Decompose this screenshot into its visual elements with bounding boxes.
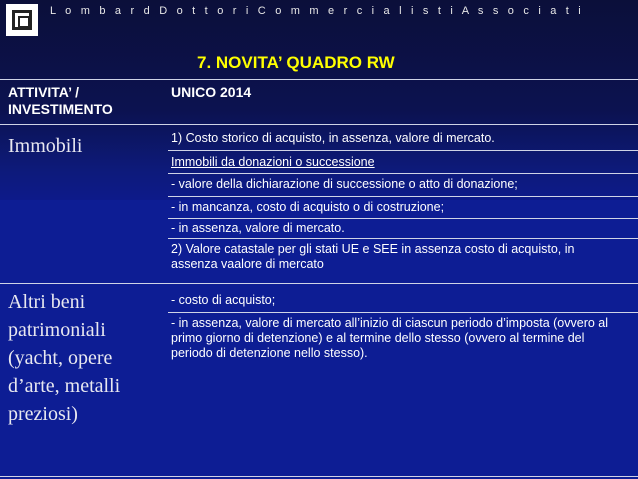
square-logo-icon (6, 4, 38, 36)
immobili-line-5: - in assenza, valore di mercato. (171, 221, 345, 235)
altri-beni-line-1: - costo di acquisto; (171, 293, 276, 307)
altri-beni-line-2: - in assenza, valore di mercato all’inizio di ciascun periodo d’imposta (ovvero al primo giorno di detenzione) e al termine dello stesso (ovvero al termine del periodo di detenzione nello stesso). (171, 316, 609, 360)
header-divider-bottom (0, 124, 638, 125)
immobili-line-2: Immobili da donazioni o successione (171, 155, 375, 169)
immobili-line-1: 1) Costo storico di acquisto, in assenza, valore di mercato. (171, 131, 495, 145)
bottom-divider (0, 476, 638, 477)
immobili-line-4: - in mancanza, costo di acquisto o di costruzione; (171, 200, 445, 214)
logo-inner-square (12, 10, 32, 30)
row-label-altri-beni-line3: (yacht, opere (8, 347, 113, 369)
firm-name: L o m b a r d D o t t o r i C o m m e r c i a l i s t i A s s o c i a t i (50, 5, 584, 17)
row-divider (168, 173, 638, 174)
row-label-altri-beni (8, 288, 120, 428)
column-header-unico: UNICO 2014 (171, 84, 252, 100)
row-divider (168, 196, 638, 197)
row-label-altri-beni-line1: Altri beni (8, 291, 86, 313)
immobili-line-3: - valore della dichiarazione di successione o atto di donazione; (171, 177, 518, 191)
column-header-activity-line2: INVESTIMENTO (8, 101, 113, 117)
row-divider (168, 238, 638, 239)
column-header-activity (8, 84, 113, 118)
header-divider-top (0, 79, 638, 80)
row-divider (168, 150, 638, 151)
immobili-line-6: 2) Valore catastale per gli stati UE e SEE in assenza costo di acquisto, in assenza vaalore di mercato (171, 242, 575, 271)
row-label-immobili: Immobili (8, 135, 83, 157)
page-title: 7. NOVITA’ QUADRO RW (197, 53, 395, 72)
column-header-activity-line1: ATTIVITA’ / (8, 84, 80, 100)
row-divider (168, 218, 638, 219)
section-divider (0, 283, 638, 284)
row-divider (168, 312, 638, 313)
row-label-altri-beni-line5: preziosi) (8, 403, 78, 425)
row-label-altri-beni-line2: patrimoniali (8, 319, 106, 341)
row-label-altri-beni-line4: d’arte, metalli (8, 375, 121, 397)
